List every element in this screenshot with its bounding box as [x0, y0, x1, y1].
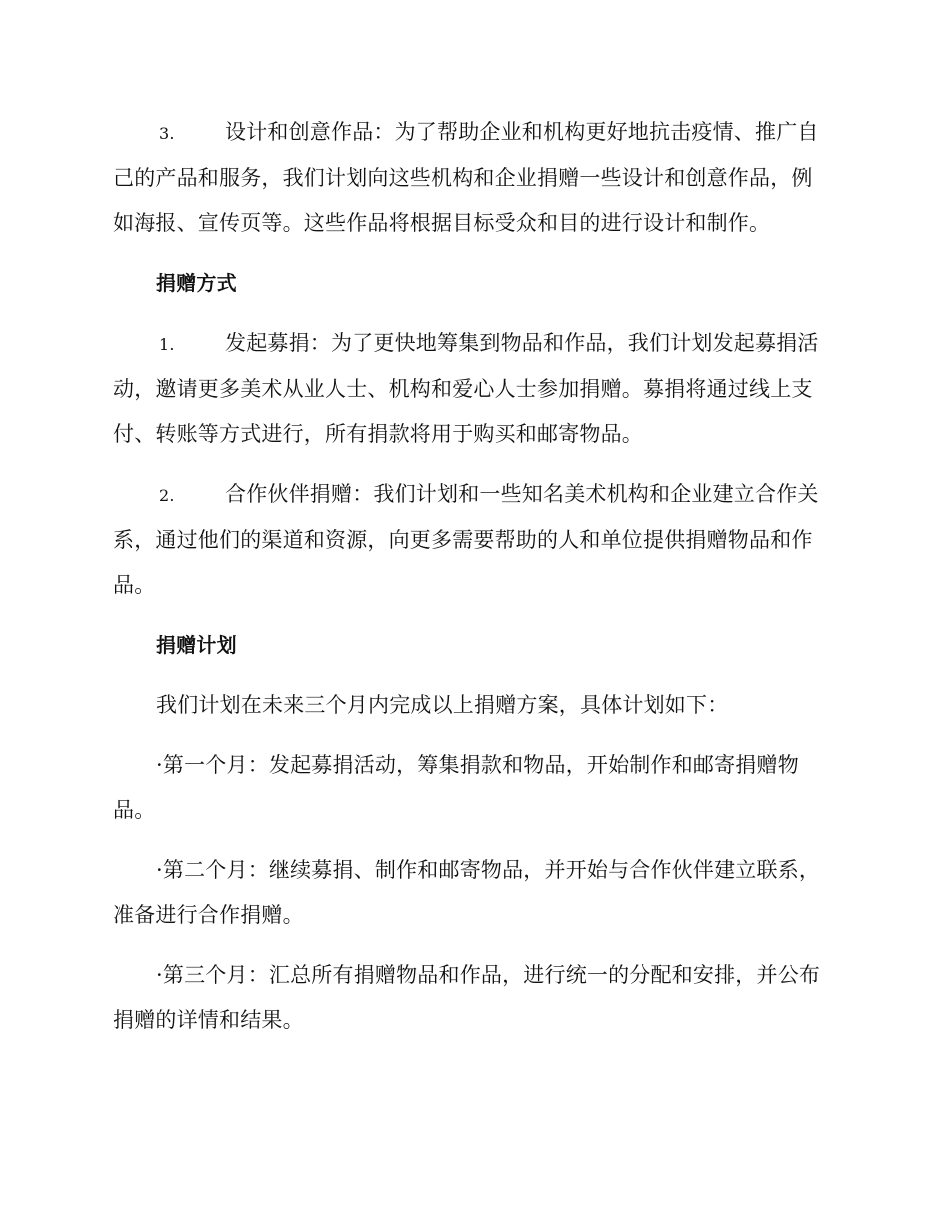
list-item-text: 设计和创意作品：为了帮助企业和机构更好地抗击疫情、推广自己的产品和服务，我们计划向这些机构和企业捐赠一些设计和创意作品，例如海报、宣传页等。这些作品将根据目标受众和目的进行设计和制作。: [113, 120, 819, 235]
plan-item-text: 第二个月：继续募捐、制作和邮寄物品，并开始与合作伙伴建立联系，准备进行合作捐赠。: [113, 858, 821, 927]
plan-item-month-2: [113, 848, 833, 938]
list-item-design: [113, 110, 833, 246]
plan-item-month-3: [113, 953, 833, 1043]
plan-item-month-1: [113, 743, 833, 833]
bullet-mark: ·: [156, 753, 163, 777]
document-page: [113, 110, 833, 1058]
section-heading-plan: 捐赠计划: [156, 633, 237, 657]
plan-item-text: 第一个月：发起募捐活动，筹集捐款和物品，开始制作和邮寄捐赠物品。: [113, 753, 799, 822]
list-item-fundraise: [113, 321, 833, 457]
list-item-text: 合作伙伴捐赠：我们计划和一些知名美术机构和企业建立合作关系，通过他们的渠道和资源，向更多需要帮助的人和单位提供捐赠物品和作品。: [113, 482, 819, 597]
bullet-mark: ·: [156, 963, 163, 987]
list-number: 2.: [159, 486, 175, 505]
list-item-partner: [113, 472, 833, 608]
plan-intro: 我们计划在未来三个月内完成以上捐赠方案，具体计划如下：: [156, 693, 729, 717]
list-item-text: 发起募捐：为了更快地筹集到物品和作品，我们计划发起募捐活动，邀请更多美术从业人士、机构和爱心人士参加捐赠。募捐将通过线上支付、转账等方式进行，所有捐款将用于购买和邮寄物品。: [113, 331, 819, 446]
plan-item-text: 第三个月：汇总所有捐赠物品和作品，进行统一的分配和安排，并公布捐赠的详情和结果。: [113, 963, 821, 1032]
list-number: 1.: [159, 335, 175, 354]
bullet-mark: ·: [156, 858, 163, 882]
list-number: 3.: [159, 124, 175, 143]
section-heading-method: 捐赠方式: [156, 271, 237, 295]
